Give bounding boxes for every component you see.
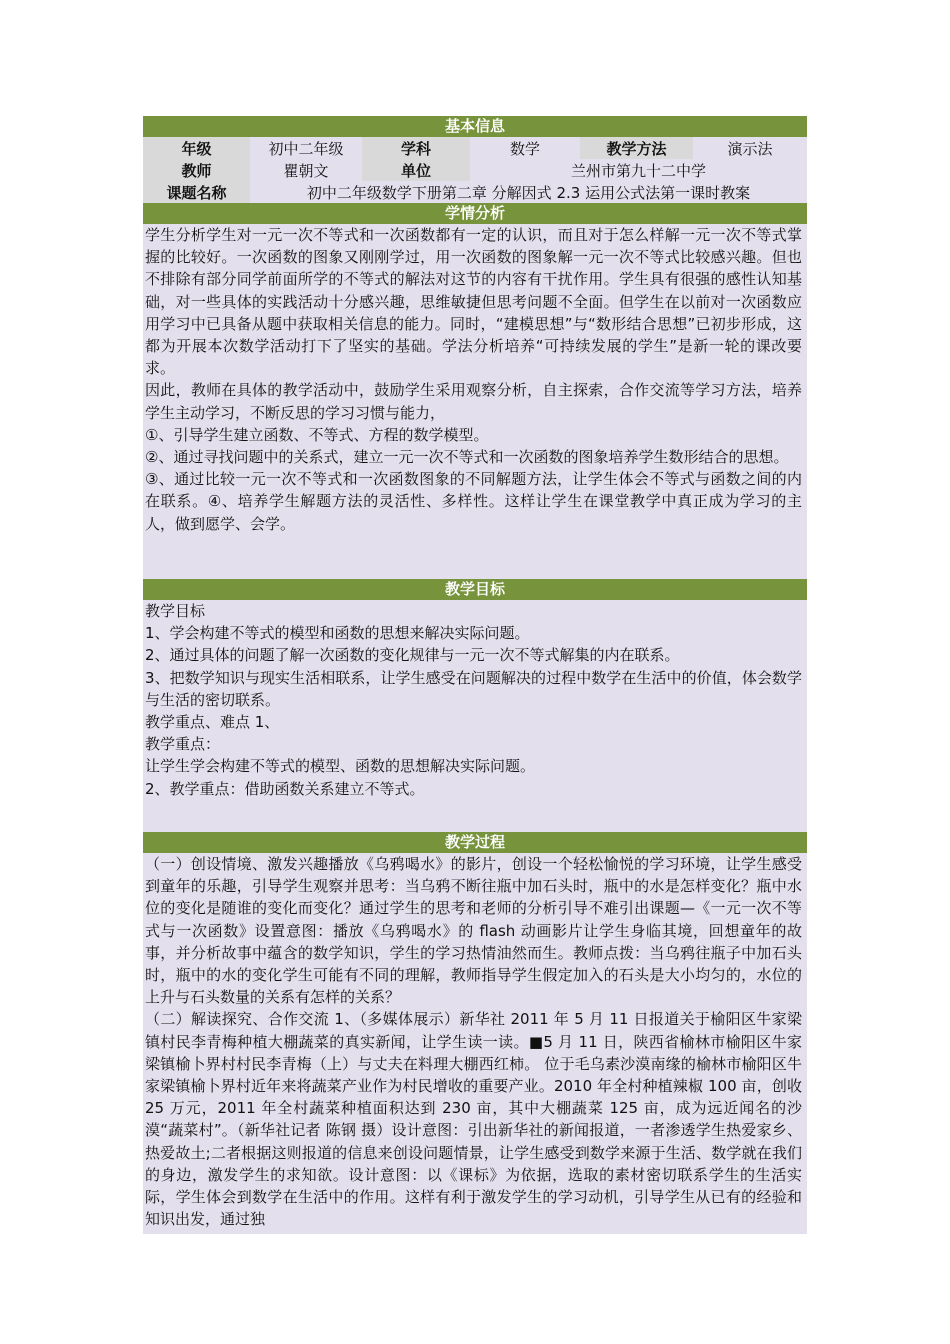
goals-paragraph: 3、把数学知识与现实生活相联系，让学生感受在问题解决的过程中数学在生活中的价值，体会数学与生活的密切联系。 (145, 668, 802, 709)
process-paragraph: （二）解读探究、合作交流 1、（多媒体展示）新华社 2011 年 5 月 11 日报道关于榆阳区牛家梁镇村民李青梅种植大棚蔬菜的真实新闻，让学生读一读。■5 月 11 日，陕西省榆林市榆阳区牛家梁镇榆卜界村村民李青梅（上）与丈夫在料理大棚西红柿。 位于毛乌素沙漠南缘的榆林市榆阳区牛家梁镇榆卜界村近年来将蔬菜产业作为村民增收的重要产业。2010 年全村种植辣椒 100 亩，创收 25 万元，2011 年全村蔬菜种植面积达到 230 亩，其中大棚蔬菜 125 亩，成为远近闻名的沙漠“蔬菜村”。（新华社记者 陈钢 摄）设计意图：引出新华社的新闻报道，一者渗透学生热爱家乡、热爱故土;二者根据这则报道的信息来创设问题情景，让学生感受到数学来源于生活、数学就在我们的身边，激发学生的求知欲。设计意图：以《课标》为依据，选取的素材密切联系学生的生活实际，学生体会到数学在生活中的作用。这样有利于激发学生的学习动机，引导学生从已有的经验和知识出发，通过独 (145, 1010, 802, 1229)
basic-info-table (143, 137, 807, 203)
goals-body (143, 600, 807, 832)
lesson-plan-document (143, 116, 807, 1234)
goals-paragraph: 2、通过具体的问题了解一次函数的变化规律与一元一次不等式解集的内在联系。 (145, 646, 680, 665)
process-paragraph: （一）创设情境、激发兴趣播放《乌鸦喝水》的影片，创设一个轻松愉悦的学习环境，让学生感受到童年的乐趣，引导学生观察并思考：当乌鸦不断往瓶中加石头时，瓶中的水是怎样变化？瓶中水位的变化是随谁的变化而变化？通过学生的思考和老师的分析引导不难引出课题—《一元一次不等式与一次函数》设置意图：播放《乌鸦喝水》的 flash 动画影片让学生身临其境，回想童年的故事，并分析故事中蕴含的数学知识，学生的学习热情油然而生。教师点拨：当乌鸦往瓶子中加石头时，瓶中的水的变化学生可能有不同的理解，教师指导学生假定加入的石头是大小均匀的，水位的上升与石头数量的关系有怎样的关系？ (145, 855, 802, 1007)
analysis-paragraph: 学生分析学生对一元一次不等式和一次函数都有一定的认识，而且对于怎么样解一元一次不等式掌握的比较好。一次函数的图象又刚刚学过，用一次函数的图象解一元一次不等式比较感兴趣。但也不排除有部分同学前面所学的不等式的解法对这节的内容有干扰作用。学生具有很强的感性认知基础，对一些具体的实践活动十分感兴趣，思维敏捷但思考问题不全面。但学生在以前对一次函数应用学习中已具备从题中获取相关信息的能力。同时，“建模思想”与“数形结合思想”已初步形成，这都为开展本次数学活动打下了坚实的基础。学法分析培养“可持续发展的学生”是新一轮的课改要求。 (145, 226, 802, 378)
goals-paragraph: 2、教学重点：借助函数关系建立不等式。 (145, 779, 425, 798)
basic-info-header: 基本信息 (143, 116, 807, 137)
grade-value: 初中二年级 (250, 137, 362, 159)
basic-info-row (143, 181, 807, 203)
basic-info-row (143, 159, 807, 181)
analysis-body (143, 224, 807, 579)
goals-paragraph: 让学生学会构建不等式的模型、函数的思想解决实际问题。 (145, 757, 536, 776)
teacher-value: 瞿朝文 (250, 159, 362, 181)
unit-label: 单位 (362, 159, 470, 181)
course-value: 初中二年级数学下册第二章 分解因式 2.3 运用公式法第一课时教案 (250, 181, 807, 203)
teacher-label: 教师 (143, 159, 250, 181)
goals-paragraph: 教学重点： (145, 735, 221, 754)
analysis-paragraph: ③、通过比较一元一次不等式和一次函数图象的不同解题方法，让学生体会不等式与函数之间的内在联系。④、培养学生解题方法的灵活性、多样性。这样让学生在课堂教学中真正成为学习的主人，做到愿学、会学。 (145, 470, 802, 533)
process-header: 教学过程 (143, 832, 807, 853)
method-label: 教学方法 (580, 137, 693, 159)
goals-header: 教学目标 (143, 579, 807, 600)
process-body (143, 853, 807, 1234)
method-value: 演示法 (693, 137, 807, 159)
analysis-paragraph: ②、通过寻找问题中的关系式，建立一元一次不等式和一次函数的图象培养学生数形结合的思想。 (145, 448, 789, 467)
grade-label: 年级 (143, 137, 250, 159)
goals-paragraph: 1、学会构建不等式的模型和函数的思想来解决实际问题。 (145, 624, 530, 643)
goals-paragraph: 教学重点、难点 1、 (145, 713, 280, 732)
basic-info-row (143, 137, 807, 159)
subject-label: 学科 (362, 137, 470, 159)
unit-value: 兰州市第九十二中学 (470, 159, 807, 181)
goals-paragraph: 教学目标 (145, 602, 206, 620)
analysis-paragraph: 因此，教师在具体的教学活动中，鼓励学生采用观察分析，自主探索，合作交流等学习方法，培养学生主动学习，不断反思的学习习惯与能力， (145, 381, 802, 422)
analysis-paragraph: ①、引导学生建立函数、不等式、方程的数学模型。 (145, 425, 489, 444)
course-label: 课题名称 (143, 181, 250, 203)
analysis-header: 学情分析 (143, 203, 807, 224)
subject-value: 数学 (470, 137, 580, 159)
